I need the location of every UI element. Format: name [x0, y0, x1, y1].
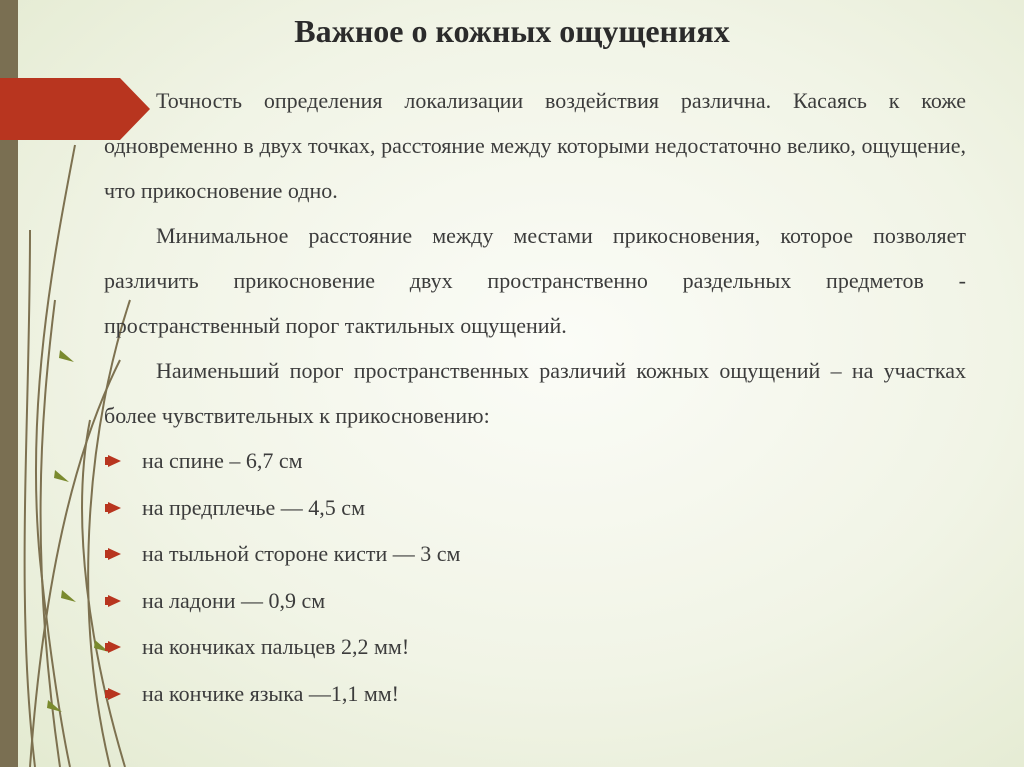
paragraph-lowest-threshold: Наименьший порог пространственных различий кожных ощущений – на участках более чувствительных к прикосновению: — [104, 358, 966, 428]
list-item — [104, 531, 966, 578]
list-item-text: на кончике языка —1,1 мм! — [142, 680, 400, 706]
arrow-bullet-icon — [108, 455, 121, 467]
arrow-bullet-icon — [108, 688, 121, 700]
list-item-text: на тыльной стороне кисти — 3 см — [142, 541, 461, 566]
list-item — [104, 438, 966, 485]
slide-body — [104, 78, 966, 717]
list-item — [104, 578, 966, 625]
list-item-text: на предплечье — 4,5 см — [142, 494, 365, 520]
arrow-bullet-icon — [108, 641, 121, 653]
list-item — [104, 485, 966, 532]
list-item — [104, 624, 966, 671]
arrow-bullet-icon — [108, 595, 121, 607]
list-item — [104, 671, 966, 718]
list-item-text: на кончиках пальцев 2,2 мм! — [142, 634, 410, 659]
arrow-bullet-icon — [108, 502, 121, 514]
list-item-text: на ладони — 0,9 см — [142, 587, 326, 613]
list-item-text: на спине – 6,7 см — [142, 448, 303, 473]
paragraph-spatial-threshold: Минимальное расстояние между местами прикосновения, которое позволяет различить прикосновение двух пространственно раздельных предметов - пространственный порог тактильных ощущений. — [104, 223, 966, 338]
slide-title: Важное о кожных ощущениях — [294, 13, 730, 49]
arrow-bullet-icon — [108, 548, 121, 560]
paragraph-localization: Точность определения локализации воздействия различна. Касаясь к коже одновременно в двух точках, расстояние между которыми недостаточно велико, ощущение, что прикосновение одно. — [104, 88, 966, 203]
threshold-list — [104, 438, 966, 717]
